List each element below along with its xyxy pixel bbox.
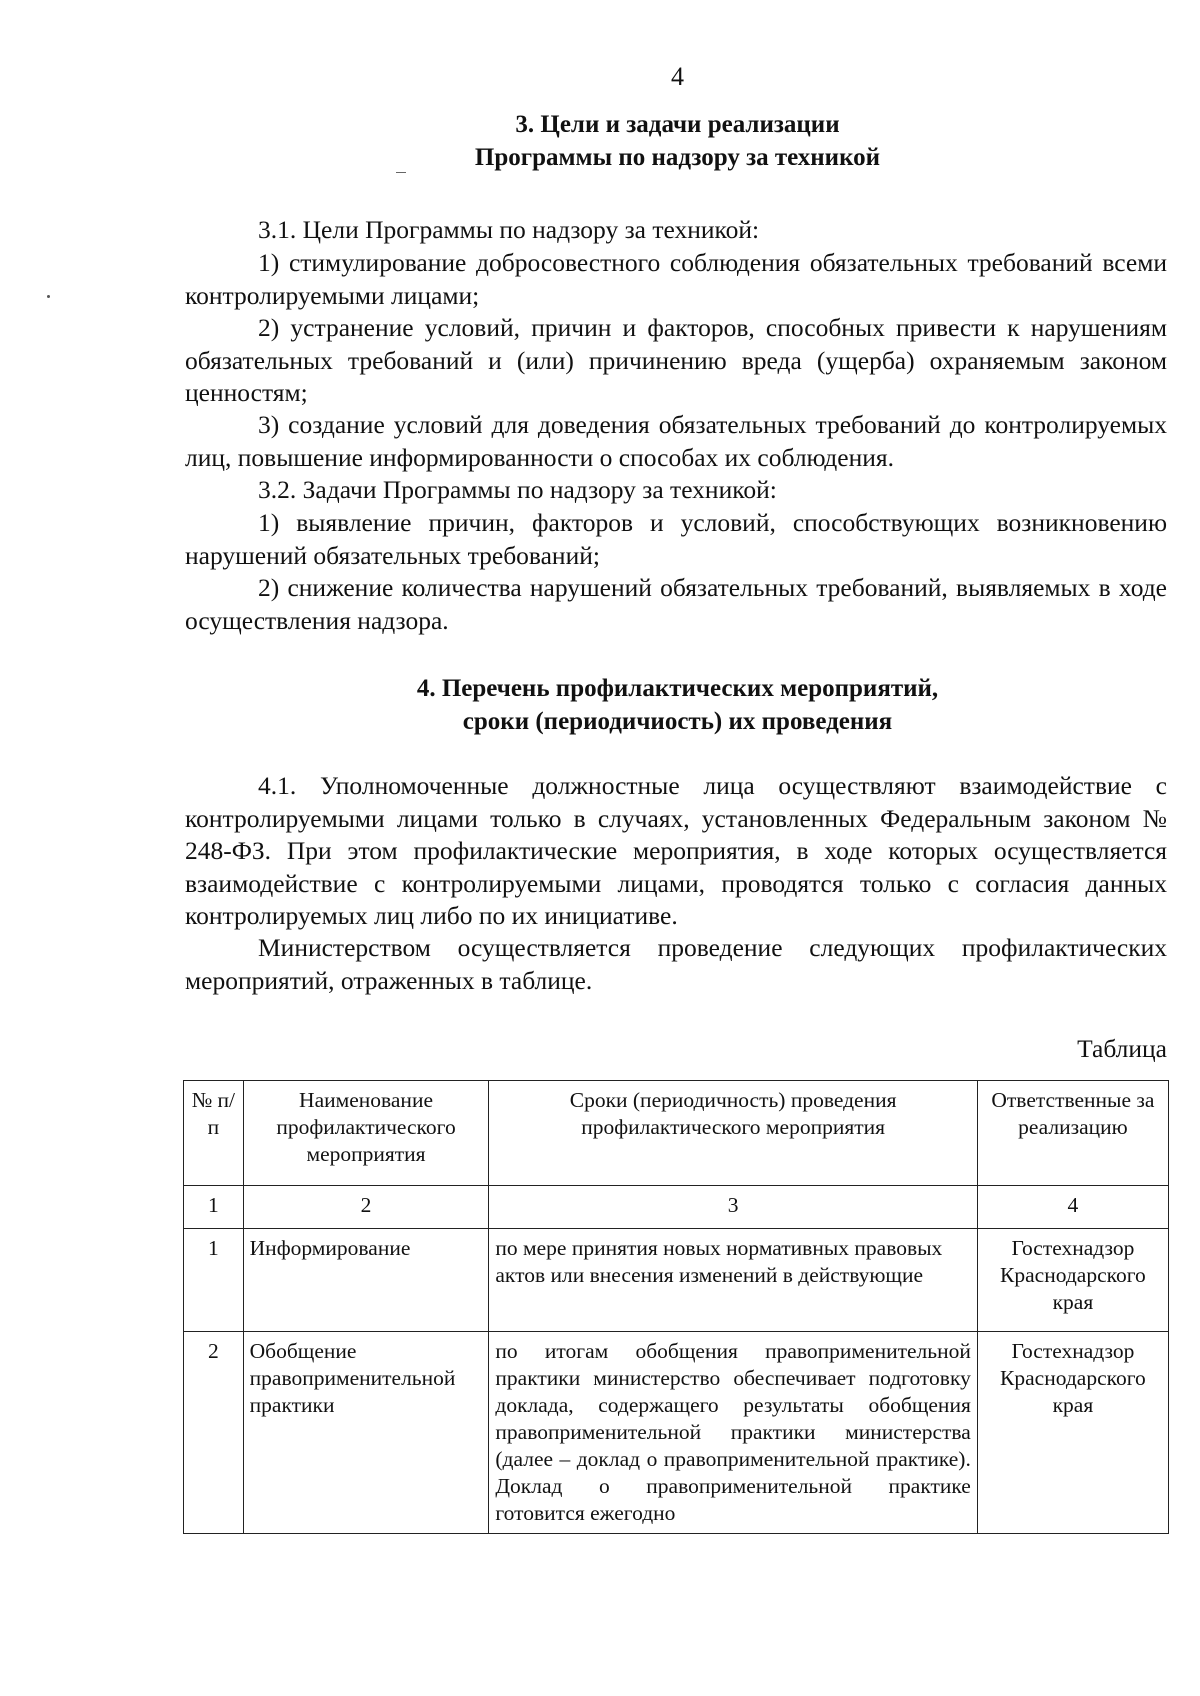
goal-item-2: 2) устранение условий, причин и факторов, способных привести к нарушениям обязательных требований и (или) причинению вреда (ущерба) охраняемым законом ценностям; [185, 313, 1167, 407]
section-3-title-line-1: 3. Цели и задачи реализации [515, 111, 840, 138]
column-number: 2 [243, 1186, 489, 1229]
measure-period: по мере принятия новых нормативных правовых актов или внесения изменений в действующие [489, 1229, 977, 1332]
table-caption: Таблица [1077, 1034, 1167, 1063]
page-number: 4 [671, 62, 684, 91]
goal-item-3: 3) создание условий для доведения обязательных требований до контролируемых лиц, повышение информированности о способах их соблюдения. [185, 410, 1167, 472]
measure-name: Информирование [243, 1229, 489, 1332]
column-number: 4 [977, 1186, 1168, 1229]
goals-heading: 3.1. Цели Программы по надзору за техникой: [258, 215, 760, 244]
header-number: № п/п [184, 1081, 244, 1186]
table-header-row [184, 1081, 1169, 1186]
section-3-title-line-2: Программы по надзору за техникой [474, 144, 881, 171]
scan-mark [47, 295, 50, 298]
row-number: 2 [184, 1332, 244, 1534]
tasks-heading: 3.2. Задачи Программы по надзору за техникой: [258, 475, 777, 504]
interaction-paragraph: 4.1. Уполномоченные должностные лица осуществляют взаимодействие с контролируемыми лицами только в случаях, установленных Федеральным законом № 248-ФЗ. При этом профилактические мероприятия, в ходе которых осуществляется взаимодействие с контролируемыми лицами, проводятся только с согласия данных контролируемых лиц либо по их инициативе. [185, 771, 1167, 930]
column-number: 3 [489, 1186, 977, 1229]
header-responsible: Ответственные за реализацию [977, 1081, 1168, 1186]
measure-responsible: Гостехнадзор Краснодарского края [977, 1229, 1168, 1332]
measure-responsible: Гостехнадзор Краснодарского края [977, 1332, 1168, 1534]
task-item-2: 2) снижение количества нарушений обязательных требований, выявляемых в ходе осуществления надзора. [185, 573, 1167, 635]
measure-period: по итогам обобщения правоприменительной практики министерство обеспечивает подготовку доклада, содержащего результаты обобщения правоприменительной практики министерства (далее – доклад о правоприменительной практике). Доклад о правоприменительной практике готовится ежегодно [489, 1332, 977, 1534]
measures-table [183, 1080, 1169, 1534]
section-4-title [0, 672, 1200, 738]
section-4-title-line-1: 4. Перечень профилактических мероприятий, [416, 675, 939, 702]
task-item-1: 1) выявление причин, факторов и условий, способствующих возникновению нарушений обязательных требований; [185, 508, 1167, 570]
row-number: 1 [184, 1229, 244, 1332]
scan-mark [396, 172, 406, 173]
header-period: Сроки (периодичность) проведения профилактического мероприятия [489, 1081, 977, 1186]
measure-name: Обобщение правоприменительной практики [243, 1332, 489, 1534]
section-3-title [0, 108, 1200, 174]
column-number: 1 [184, 1186, 244, 1229]
table-row [184, 1332, 1169, 1534]
section-4-title-line-2: сроки (периодичиость) их проведения [462, 708, 893, 735]
table-column-number-row [184, 1186, 1169, 1229]
header-measure-name: Наименование профилактического мероприятия [243, 1081, 489, 1186]
table-row [184, 1229, 1169, 1332]
goal-item-1: 1) стимулирование добросовестного соблюдения обязательных требований всеми контролируемыми лицами; [185, 248, 1167, 310]
measures-intro-paragraph: Министерством осуществляется проведение следующих профилактических мероприятий, отраженных в таблице. [185, 933, 1167, 995]
